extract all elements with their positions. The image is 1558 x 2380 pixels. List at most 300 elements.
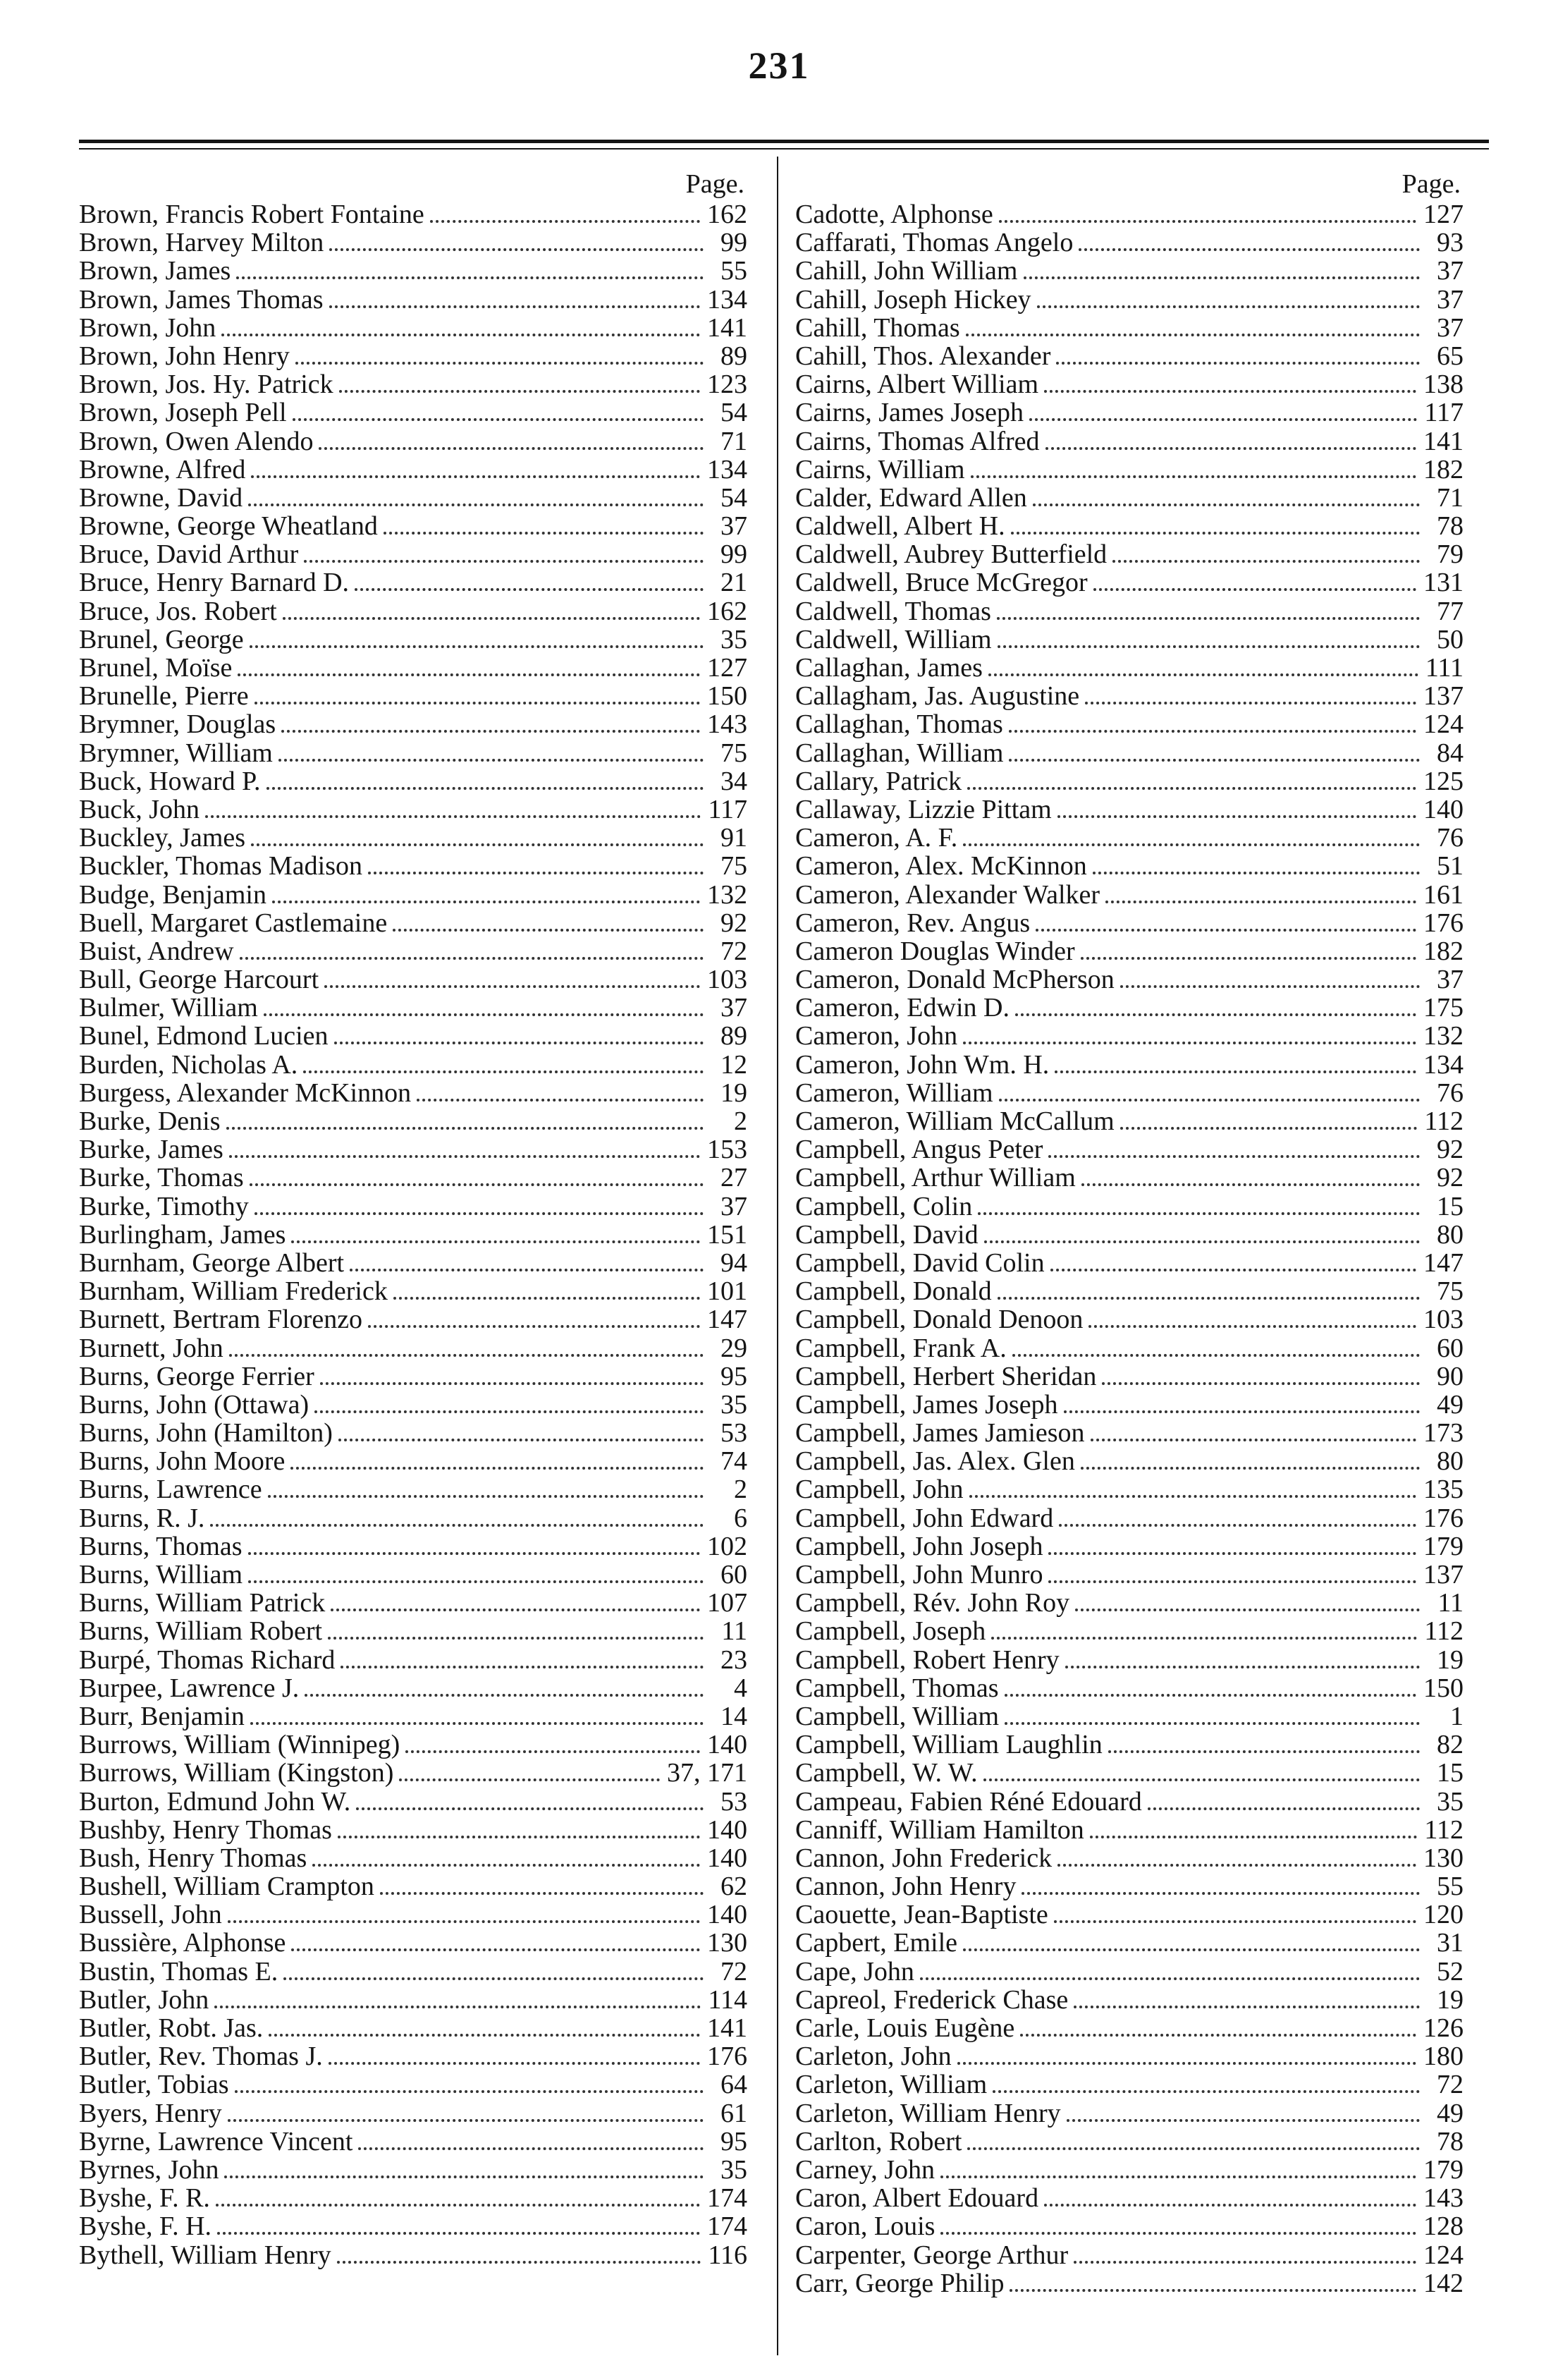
index-entry <box>795 228 1464 257</box>
dot-leader <box>1064 1410 1420 1413</box>
entry-name: Capreol, Frederick Chase <box>795 1984 1069 2015</box>
dot-leader <box>399 1778 660 1781</box>
entry-page: 182 <box>1423 936 1464 966</box>
dot-leader <box>978 1212 1420 1215</box>
entry-name: Burke, James <box>79 1135 223 1165</box>
entry-page: 34 <box>720 766 747 796</box>
index-entry <box>795 1107 1464 1135</box>
index-entry <box>795 1788 1464 1816</box>
entry-name: Bruce, Jos. Robert <box>79 596 277 626</box>
entry-name: Callary, Patrick <box>795 766 962 796</box>
entry-name: Burke, Timothy <box>79 1191 249 1221</box>
entry-page: 173 <box>1423 1418 1464 1448</box>
entry-page: 111 <box>1425 653 1464 683</box>
index-entry <box>795 1589 1464 1617</box>
index-entry <box>79 2241 747 2269</box>
index-entry <box>795 342 1464 370</box>
dot-leader <box>1009 729 1416 733</box>
dot-leader <box>1012 1353 1420 1357</box>
index-entry <box>79 257 747 285</box>
entry-page: 182 <box>1423 454 1464 484</box>
entry-name: Brown, Owen Alendo <box>79 426 314 456</box>
entry-name: Burns, William Patrick <box>79 1588 326 1618</box>
dot-leader <box>356 1807 704 1810</box>
entry-page: 162 <box>707 200 747 229</box>
index-entry <box>795 2070 1464 2099</box>
right-page-header: Page. <box>1401 169 1461 199</box>
dot-leader <box>341 1665 704 1668</box>
entry-page: 128 <box>1423 2211 1464 2242</box>
index-entry <box>79 2184 747 2212</box>
index-entry <box>795 456 1464 484</box>
index-entry <box>79 342 747 370</box>
index-entry <box>79 286 747 314</box>
entry-name: Burke, Thomas <box>79 1163 244 1193</box>
dot-leader <box>1054 1920 1416 1923</box>
entry-name: Burrows, William (Winnipeg) <box>79 1730 400 1760</box>
dot-leader <box>264 1013 704 1016</box>
entry-page: 62 <box>720 1872 747 1902</box>
entry-name: Bussière, Alphonse <box>79 1928 286 1958</box>
dot-leader <box>999 1098 1420 1101</box>
entry-page: 53 <box>720 1418 747 1448</box>
entry-name: Cameron, Alexander Walker <box>795 879 1100 910</box>
entry-name: Campbell, James Joseph <box>795 1389 1058 1420</box>
entry-page: 103 <box>1423 1305 1464 1335</box>
dot-leader <box>355 587 704 591</box>
entry-name: Carlton, Robert <box>795 2126 962 2156</box>
index-entry <box>79 1986 747 2014</box>
index-entry <box>795 257 1464 285</box>
index-entry <box>79 568 747 597</box>
dot-leader <box>329 305 700 308</box>
entry-name: Campbell, Arthur William <box>795 1163 1076 1193</box>
dot-leader <box>1029 417 1417 421</box>
index-entry <box>79 314 747 342</box>
index-entry <box>79 370 747 398</box>
entry-name: Brown, Joseph Pell <box>79 398 287 428</box>
entry-page: 176 <box>1423 1503 1464 1533</box>
dot-leader <box>266 786 704 790</box>
index-entry <box>795 2014 1464 2042</box>
entry-page: 74 <box>720 1446 747 1477</box>
dot-leader <box>1059 1523 1416 1527</box>
entry-name: Burlingham, James <box>79 1219 286 1250</box>
dot-leader <box>1075 1608 1420 1611</box>
entry-name: Callaghan, Thomas <box>795 709 1003 740</box>
entry-page: 174 <box>707 2183 747 2214</box>
dot-leader <box>998 645 1420 648</box>
dot-leader <box>1048 1551 1416 1555</box>
entry-name: Burns, R. J. <box>79 1503 205 1533</box>
index-entry <box>79 1788 747 1816</box>
entry-page: 176 <box>1423 908 1464 938</box>
entry-name: Buell, Margaret Castlemaine <box>79 908 388 938</box>
dot-leader <box>236 276 704 279</box>
dot-leader <box>1067 2118 1420 2122</box>
dot-leader <box>324 984 700 988</box>
entry-name: Browne, George Wheatland <box>79 511 378 542</box>
entry-page: 55 <box>1437 1872 1464 1902</box>
entry-name: Brown, John <box>79 312 216 343</box>
index-entry <box>795 1277 1464 1305</box>
entry-page: 140 <box>707 1900 747 1930</box>
dot-leader <box>328 1636 704 1640</box>
index-entry <box>79 2156 747 2184</box>
index-entry <box>79 1816 747 1844</box>
entry-name: Burrows, William (Kingston) <box>79 1758 394 1788</box>
entry-name: Campbell, Angus Peter <box>795 1135 1043 1165</box>
entry-name: Cameron, Edwin D. <box>795 993 1010 1023</box>
dot-leader <box>251 843 704 846</box>
dot-leader <box>940 2175 1416 2178</box>
entry-name: Caffarati, Thomas Angelo <box>795 228 1074 258</box>
entry-name: Cameron, Rev. Angus <box>795 908 1031 938</box>
entry-name: Brown, Jos. Hy. Patrick <box>79 370 333 400</box>
dot-leader <box>993 2089 1420 2093</box>
entry-page: 107 <box>707 1588 747 1618</box>
index-entry <box>795 1419 1464 1447</box>
index-entry <box>79 1844 747 1872</box>
index-entry <box>795 824 1464 852</box>
entry-page: 93 <box>1437 228 1464 258</box>
entry-name: Campbell, William Laughlin <box>795 1730 1103 1760</box>
entry-page: 37 <box>720 511 747 542</box>
index-entry <box>795 597 1464 625</box>
entry-name: Brunel, Moïse <box>79 653 233 683</box>
index-entry <box>795 1532 1464 1561</box>
entry-page: 37 <box>1437 965 1464 995</box>
entry-page: 78 <box>1437 511 1464 542</box>
right-entry-list <box>795 200 1464 2297</box>
entry-page: 14 <box>720 1701 747 1731</box>
entry-page: 141 <box>707 312 747 343</box>
entry-name: Campbell, Frank A. <box>795 1333 1007 1363</box>
entry-page: 143 <box>707 709 747 740</box>
entry-name: Burns, John Moore <box>79 1446 286 1477</box>
entry-page: 112 <box>1424 1106 1464 1136</box>
entry-name: Cairns, Albert William <box>795 370 1039 400</box>
entry-page: 179 <box>1423 1531 1464 1561</box>
entry-name: Campbell, John Munro <box>795 1560 1043 1589</box>
dot-leader <box>269 2033 700 2037</box>
dot-leader <box>430 219 700 223</box>
entry-name: Carpenter, George Arthur <box>795 2240 1069 2270</box>
entry-name: Bussell, John <box>79 1900 222 1930</box>
index-entry <box>79 1334 747 1362</box>
index-entry <box>795 965 1464 994</box>
entry-page: 65 <box>1437 341 1464 371</box>
entry-name: Caldwell, William <box>795 624 992 654</box>
index-entry <box>79 2099 747 2128</box>
dot-leader <box>384 531 704 535</box>
entry-name: Cameron Douglas Winder <box>795 936 1075 966</box>
dot-leader <box>358 2147 704 2150</box>
dot-leader <box>1081 1183 1420 1186</box>
dot-leader <box>305 1693 704 1697</box>
index-entry <box>79 1305 747 1334</box>
index-entry <box>795 1192 1464 1221</box>
right-index-column <box>795 168 1464 2297</box>
entry-name: Cameron, John Wm. H. <box>795 1049 1050 1080</box>
entry-name: Carney, John <box>795 2154 936 2185</box>
entry-page: 50 <box>1437 624 1464 654</box>
index-entry <box>79 1475 747 1503</box>
entry-page: 60 <box>720 1560 747 1589</box>
entry-page: 150 <box>707 681 747 712</box>
entry-page: 147 <box>707 1305 747 1335</box>
dot-leader <box>254 701 700 704</box>
entry-page: 80 <box>1437 1446 1464 1477</box>
index-entry <box>795 1305 1464 1334</box>
dot-leader <box>1055 1070 1416 1073</box>
index-entry <box>795 484 1464 512</box>
entry-page: 140 <box>707 1843 747 1873</box>
entry-name: Cannon, John Henry <box>795 1872 1017 1902</box>
entry-name: Browne, David <box>79 482 243 513</box>
entry-page: 92 <box>1437 1135 1464 1165</box>
entry-name: Byrnes, John <box>79 2154 219 2185</box>
dot-leader <box>229 1154 700 1158</box>
entry-name: Carr, George Philip <box>795 2268 1005 2298</box>
page-number: 231 <box>748 44 810 87</box>
entry-name: Carleton, William <box>795 2070 988 2100</box>
index-entry <box>795 1646 1464 1674</box>
entry-name: Brown, James Thomas <box>79 284 324 315</box>
index-entry <box>79 682 747 710</box>
dot-leader <box>331 1608 700 1611</box>
index-entry <box>795 767 1464 795</box>
dot-leader <box>312 1863 700 1867</box>
entry-page: 127 <box>707 653 747 683</box>
index-entry <box>795 370 1464 398</box>
index-entry <box>795 2212 1464 2240</box>
entry-page: 75 <box>720 851 747 881</box>
entry-name: Burns, John (Hamilton) <box>79 1418 333 1448</box>
entry-page: 37 <box>720 1191 747 1221</box>
index-entry <box>79 2070 747 2099</box>
dot-leader <box>1015 1013 1416 1016</box>
dot-leader <box>210 1523 704 1527</box>
index-entry <box>79 1561 747 1589</box>
dot-leader <box>1009 758 1420 762</box>
entry-page: 64 <box>720 2070 747 2100</box>
index-entry <box>795 1135 1464 1164</box>
index-entry <box>795 795 1464 824</box>
index-entry <box>795 1475 1464 1503</box>
index-entry <box>795 1504 1464 1532</box>
dot-leader <box>940 2231 1416 2235</box>
index-entry <box>79 484 747 512</box>
index-entry <box>79 1419 747 1447</box>
entry-name: Butler, Robt. Jas. <box>79 2013 264 2043</box>
index-entry <box>795 625 1464 654</box>
index-entry <box>79 965 747 994</box>
dot-leader <box>1093 871 1420 874</box>
index-entry <box>795 286 1464 314</box>
entry-page: 103 <box>707 965 747 995</box>
index-entry <box>795 1447 1464 1475</box>
entry-name: Campbell, Colin <box>795 1191 973 1221</box>
entry-name: Bunel, Edmond Lucien <box>79 1021 329 1051</box>
dot-leader <box>240 956 704 960</box>
index-entry <box>795 710 1464 738</box>
dot-leader <box>291 1948 700 1951</box>
entry-page: 150 <box>1423 1673 1464 1703</box>
entry-page: 15 <box>1437 1191 1464 1221</box>
entry-page: 4 <box>734 1673 747 1703</box>
index-entry <box>79 1702 747 1731</box>
entry-name: Carleton, William Henry <box>795 2098 1061 2128</box>
dot-leader <box>998 1296 1420 1300</box>
entry-page: 75 <box>720 738 747 768</box>
index-entry <box>795 314 1464 342</box>
index-entry <box>79 1532 747 1561</box>
entry-name: Burnett, Bertram Florenzo <box>79 1305 363 1335</box>
entry-name: Bruce, Henry Barnard D. <box>79 568 350 598</box>
dot-leader <box>293 417 704 421</box>
entry-name: Cameron, A. F. <box>795 823 958 853</box>
index-entry <box>79 540 747 568</box>
dot-leader <box>1048 1154 1420 1158</box>
entry-name: Caldwell, Thomas <box>795 596 991 626</box>
entry-name: Cairns, James Joseph <box>795 398 1024 428</box>
dot-leader <box>983 1778 1420 1781</box>
dot-leader <box>1091 1438 1416 1441</box>
entry-page: 138 <box>1423 370 1464 400</box>
entry-page: 19 <box>1437 1984 1464 2015</box>
entry-name: Bushell, William Crampton <box>79 1872 374 1902</box>
index-entry <box>795 1674 1464 1702</box>
entry-page: 19 <box>720 1078 747 1108</box>
entry-page: 179 <box>1423 2154 1464 2185</box>
index-entry <box>79 2128 747 2156</box>
dot-leader <box>254 1212 704 1215</box>
entry-page: 95 <box>720 1361 747 1391</box>
entry-page: 12 <box>720 1049 747 1080</box>
entry-page: 61 <box>720 2098 747 2128</box>
dot-leader <box>1148 1807 1420 1810</box>
dot-leader <box>221 333 700 336</box>
dot-leader <box>1108 1750 1420 1753</box>
entry-name: Caldwell, Aubrey Butterfield <box>795 539 1108 570</box>
entry-name: Caron, Albert Edouard <box>795 2183 1039 2214</box>
dot-leader <box>1085 701 1416 704</box>
entry-page: 114 <box>708 1984 747 2015</box>
entry-page: 37 <box>1437 312 1464 343</box>
dot-leader <box>295 361 704 365</box>
dot-leader <box>229 1353 704 1357</box>
index-entry <box>795 1958 1464 1986</box>
entry-name: Campbell, William <box>795 1701 1000 1731</box>
dot-leader <box>417 1098 704 1101</box>
entry-name: Butler, Tobias <box>79 2070 229 2100</box>
left-entry-list <box>79 200 747 2269</box>
dot-leader <box>991 1636 1417 1640</box>
dot-leader <box>1090 1835 1418 1838</box>
dot-leader <box>368 871 704 874</box>
entry-page: 134 <box>707 454 747 484</box>
entry-page: 76 <box>1437 823 1464 853</box>
entry-name: Campbell, Donald Denoon <box>795 1305 1084 1335</box>
entry-name: Caron, Louis <box>795 2211 936 2242</box>
index-entry <box>795 739 1464 767</box>
column-divider <box>777 157 778 2355</box>
index-entry <box>79 937 747 965</box>
entry-page: 89 <box>720 1021 747 1051</box>
dot-leader <box>969 1494 1416 1498</box>
entry-page: 130 <box>1423 1843 1464 1873</box>
dot-leader <box>1011 531 1420 535</box>
index-entry <box>795 1561 1464 1589</box>
index-entry <box>795 427 1464 456</box>
entry-page: 2 <box>734 1106 747 1136</box>
entry-name: Brown, Harvey Milton <box>79 228 324 258</box>
dot-leader <box>1081 956 1416 960</box>
entry-name: Cannon, John Frederick <box>795 1843 1053 1873</box>
entry-page: 142 <box>1423 2268 1464 2298</box>
index-entry <box>79 994 747 1022</box>
dot-leader <box>334 1041 704 1044</box>
entry-name: Bythell, William Henry <box>79 2240 331 2270</box>
index-entry <box>79 654 747 682</box>
index-entry <box>79 625 747 654</box>
index-entry <box>79 881 747 909</box>
entry-name: Campbell, W. W. <box>795 1758 978 1788</box>
entry-page: 141 <box>1423 426 1464 456</box>
entry-name: Cahill, Joseph Hickey <box>795 284 1031 315</box>
index-entry <box>79 767 747 795</box>
dot-leader <box>1050 1268 1416 1271</box>
entry-page: 135 <box>1423 1475 1464 1505</box>
entry-name: Bush, Henry Thomas <box>79 1843 307 1873</box>
entry-name: Caldwell, Albert H. <box>795 511 1005 542</box>
entry-name: Cameron, William <box>795 1078 993 1108</box>
dot-leader <box>1093 587 1416 591</box>
entry-name: Butler, Rev. Thomas J. <box>79 2042 323 2072</box>
index-entry <box>795 1929 1464 1957</box>
index-entry <box>79 909 747 937</box>
entry-page: 134 <box>707 284 747 315</box>
entry-page: 60 <box>1437 1333 1464 1363</box>
index-entry <box>795 1249 1464 1277</box>
entry-page: 76 <box>1437 1078 1464 1108</box>
entry-name: Browne, Alfred <box>79 454 246 484</box>
entry-page: 77 <box>1437 596 1464 626</box>
dot-leader <box>248 1580 704 1583</box>
dot-leader <box>1074 2260 1416 2264</box>
entry-name: Cairns, Thomas Alfred <box>795 426 1040 456</box>
entry-name: Campbell, Rév. John Roy <box>795 1588 1070 1618</box>
index-entry <box>795 881 1464 909</box>
dot-leader <box>329 248 704 251</box>
dot-leader <box>1074 2005 1420 2008</box>
entry-page: 131 <box>1423 568 1464 598</box>
entry-page: 53 <box>720 1786 747 1817</box>
index-entry <box>795 1731 1464 1759</box>
entry-page: 6 <box>734 1503 747 1533</box>
entry-name: Bruce, David Arthur <box>79 539 299 570</box>
index-entry <box>795 1391 1464 1419</box>
dot-leader <box>971 475 1416 478</box>
index-entry <box>795 1759 1464 1787</box>
entry-name: Butler, John <box>79 1984 209 2015</box>
index-entry <box>795 1164 1464 1192</box>
entry-page: 89 <box>720 341 747 371</box>
dot-leader <box>339 389 700 393</box>
dot-leader <box>1044 2203 1416 2207</box>
dot-leader <box>957 2061 1416 2065</box>
